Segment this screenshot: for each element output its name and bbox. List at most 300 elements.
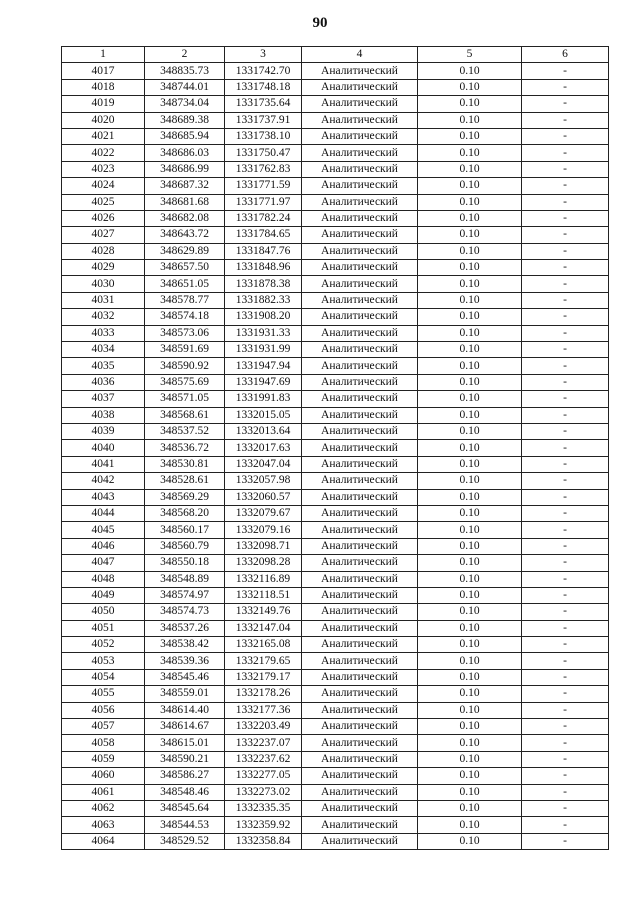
method-cell: Аналитический <box>302 194 418 210</box>
x-coordinate-cell: 348544.53 <box>145 817 225 833</box>
note-cell: - <box>522 620 609 636</box>
table-row <box>62 227 609 243</box>
point-number-cell: 4020 <box>62 112 145 128</box>
note-cell: - <box>522 145 609 161</box>
y-coordinate-cell: 1331782.24 <box>225 210 302 226</box>
x-coordinate-cell: 348687.32 <box>145 178 225 194</box>
method-cell: Аналитический <box>302 719 418 735</box>
note-cell: - <box>522 407 609 423</box>
table-row <box>62 96 609 112</box>
note-cell: - <box>522 538 609 554</box>
method-cell: Аналитический <box>302 538 418 554</box>
y-coordinate-cell: 1331738.10 <box>225 128 302 144</box>
method-cell: Аналитический <box>302 358 418 374</box>
y-coordinate-cell: 1332277.05 <box>225 768 302 784</box>
x-coordinate-cell: 348689.38 <box>145 112 225 128</box>
x-coordinate-cell: 348591.69 <box>145 342 225 358</box>
accuracy-cell: 0.10 <box>418 669 522 685</box>
accuracy-cell: 0.10 <box>418 423 522 439</box>
table-row <box>62 456 609 472</box>
accuracy-cell: 0.10 <box>418 243 522 259</box>
y-coordinate-cell: 1332079.16 <box>225 522 302 538</box>
table-row <box>62 358 609 374</box>
y-coordinate-cell: 1332237.07 <box>225 735 302 751</box>
note-cell: - <box>522 194 609 210</box>
table-row <box>62 735 609 751</box>
y-coordinate-cell: 1331947.69 <box>225 374 302 390</box>
table-row <box>62 112 609 128</box>
y-coordinate-cell: 1332178.26 <box>225 686 302 702</box>
table-body <box>62 63 609 850</box>
note-cell: - <box>522 423 609 439</box>
x-coordinate-cell: 348681.68 <box>145 194 225 210</box>
point-number-cell: 4029 <box>62 260 145 276</box>
note-cell: - <box>522 358 609 374</box>
table-row <box>62 440 609 456</box>
accuracy-cell: 0.10 <box>418 456 522 472</box>
accuracy-cell: 0.10 <box>418 325 522 341</box>
note-cell: - <box>522 719 609 735</box>
accuracy-cell: 0.10 <box>418 309 522 325</box>
x-coordinate-cell: 348545.64 <box>145 800 225 816</box>
point-number-cell: 4041 <box>62 456 145 472</box>
point-number-cell: 4027 <box>62 227 145 243</box>
x-coordinate-cell: 348657.50 <box>145 260 225 276</box>
x-coordinate-cell: 348537.52 <box>145 423 225 439</box>
y-coordinate-cell: 1331742.70 <box>225 63 302 79</box>
point-number-cell: 4034 <box>62 342 145 358</box>
accuracy-cell: 0.10 <box>418 391 522 407</box>
method-cell: Аналитический <box>302 604 418 620</box>
note-cell: - <box>522 587 609 603</box>
note-cell: - <box>522 128 609 144</box>
method-cell: Аналитический <box>302 735 418 751</box>
method-cell: Аналитический <box>302 112 418 128</box>
x-coordinate-cell: 348685.94 <box>145 128 225 144</box>
point-number-cell: 4039 <box>62 423 145 439</box>
table-row <box>62 243 609 259</box>
column-header-1: 1 <box>62 47 145 63</box>
note-cell: - <box>522 112 609 128</box>
table-row <box>62 522 609 538</box>
accuracy-cell: 0.10 <box>418 407 522 423</box>
x-coordinate-cell: 348643.72 <box>145 227 225 243</box>
note-cell: - <box>522 342 609 358</box>
table-row <box>62 276 609 292</box>
table-row <box>62 538 609 554</box>
accuracy-cell: 0.10 <box>418 571 522 587</box>
method-cell: Аналитический <box>302 817 418 833</box>
table-row <box>62 719 609 735</box>
note-cell: - <box>522 63 609 79</box>
point-number-cell: 4030 <box>62 276 145 292</box>
point-number-cell: 4048 <box>62 571 145 587</box>
note-cell: - <box>522 309 609 325</box>
accuracy-cell: 0.10 <box>418 522 522 538</box>
point-number-cell: 4024 <box>62 178 145 194</box>
accuracy-cell: 0.10 <box>418 260 522 276</box>
x-coordinate-cell: 348545.46 <box>145 669 225 685</box>
accuracy-cell: 0.10 <box>418 489 522 505</box>
note-cell: - <box>522 784 609 800</box>
table-row <box>62 194 609 210</box>
note-cell: - <box>522 522 609 538</box>
method-cell: Аналитический <box>302 751 418 767</box>
point-number-cell: 4058 <box>62 735 145 751</box>
accuracy-cell: 0.10 <box>418 784 522 800</box>
point-number-cell: 4023 <box>62 161 145 177</box>
x-coordinate-cell: 348590.21 <box>145 751 225 767</box>
method-cell: Аналитический <box>302 833 418 849</box>
y-coordinate-cell: 1332203.49 <box>225 719 302 735</box>
point-number-cell: 4047 <box>62 555 145 571</box>
y-coordinate-cell: 1331931.99 <box>225 342 302 358</box>
x-coordinate-cell: 348744.01 <box>145 79 225 95</box>
table-row <box>62 653 609 669</box>
x-coordinate-cell: 348615.01 <box>145 735 225 751</box>
note-cell: - <box>522 391 609 407</box>
note-cell: - <box>522 456 609 472</box>
x-coordinate-cell: 348686.99 <box>145 161 225 177</box>
method-cell: Аналитический <box>302 227 418 243</box>
method-cell: Аналитический <box>302 768 418 784</box>
method-cell: Аналитический <box>302 178 418 194</box>
point-number-cell: 4051 <box>62 620 145 636</box>
accuracy-cell: 0.10 <box>418 620 522 636</box>
accuracy-cell: 0.10 <box>418 473 522 489</box>
note-cell: - <box>522 669 609 685</box>
x-coordinate-cell: 348571.05 <box>145 391 225 407</box>
note-cell: - <box>522 292 609 308</box>
table-row <box>62 505 609 521</box>
note-cell: - <box>522 735 609 751</box>
table-row <box>62 260 609 276</box>
point-number-cell: 4056 <box>62 702 145 718</box>
accuracy-cell: 0.10 <box>418 374 522 390</box>
column-header-3: 3 <box>225 47 302 63</box>
x-coordinate-cell: 348568.20 <box>145 505 225 521</box>
y-coordinate-cell: 1331748.18 <box>225 79 302 95</box>
table-row <box>62 342 609 358</box>
x-coordinate-cell: 348578.77 <box>145 292 225 308</box>
table-row <box>62 178 609 194</box>
accuracy-cell: 0.10 <box>418 735 522 751</box>
accuracy-cell: 0.10 <box>418 719 522 735</box>
point-number-cell: 4049 <box>62 587 145 603</box>
table-row <box>62 751 609 767</box>
table-row <box>62 620 609 636</box>
table-row <box>62 768 609 784</box>
point-number-cell: 4063 <box>62 817 145 833</box>
point-number-cell: 4044 <box>62 505 145 521</box>
accuracy-cell: 0.10 <box>418 587 522 603</box>
accuracy-cell: 0.10 <box>418 833 522 849</box>
point-number-cell: 4059 <box>62 751 145 767</box>
method-cell: Аналитический <box>302 243 418 259</box>
y-coordinate-cell: 1331848.96 <box>225 260 302 276</box>
note-cell: - <box>522 440 609 456</box>
y-coordinate-cell: 1332358.84 <box>225 833 302 849</box>
table-row <box>62 637 609 653</box>
method-cell: Аналитический <box>302 96 418 112</box>
point-number-cell: 4022 <box>62 145 145 161</box>
method-cell: Аналитический <box>302 79 418 95</box>
y-coordinate-cell: 1331784.65 <box>225 227 302 243</box>
x-coordinate-cell: 348568.61 <box>145 407 225 423</box>
accuracy-cell: 0.10 <box>418 358 522 374</box>
point-number-cell: 4018 <box>62 79 145 95</box>
y-coordinate-cell: 1331735.64 <box>225 96 302 112</box>
table-row <box>62 604 609 620</box>
table-row <box>62 473 609 489</box>
point-number-cell: 4032 <box>62 309 145 325</box>
table-row <box>62 571 609 587</box>
accuracy-cell: 0.10 <box>418 800 522 816</box>
point-number-cell: 4031 <box>62 292 145 308</box>
table-row <box>62 374 609 390</box>
x-coordinate-cell: 348559.01 <box>145 686 225 702</box>
y-coordinate-cell: 1331847.76 <box>225 243 302 259</box>
point-number-cell: 4035 <box>62 358 145 374</box>
note-cell: - <box>522 473 609 489</box>
method-cell: Аналитический <box>302 800 418 816</box>
method-cell: Аналитический <box>302 505 418 521</box>
method-cell: Аналитический <box>302 456 418 472</box>
table-row <box>62 423 609 439</box>
accuracy-cell: 0.10 <box>418 653 522 669</box>
x-coordinate-cell: 348651.05 <box>145 276 225 292</box>
accuracy-cell: 0.10 <box>418 79 522 95</box>
accuracy-cell: 0.10 <box>418 637 522 653</box>
method-cell: Аналитический <box>302 374 418 390</box>
x-coordinate-cell: 348574.73 <box>145 604 225 620</box>
x-coordinate-cell: 348538.42 <box>145 637 225 653</box>
note-cell: - <box>522 653 609 669</box>
method-cell: Аналитический <box>302 489 418 505</box>
accuracy-cell: 0.10 <box>418 161 522 177</box>
y-coordinate-cell: 1332237.62 <box>225 751 302 767</box>
y-coordinate-cell: 1332116.89 <box>225 571 302 587</box>
method-cell: Аналитический <box>302 637 418 653</box>
accuracy-cell: 0.10 <box>418 128 522 144</box>
note-cell: - <box>522 637 609 653</box>
note-cell: - <box>522 686 609 702</box>
note-cell: - <box>522 817 609 833</box>
page-number: 90 <box>312 15 328 31</box>
accuracy-cell: 0.10 <box>418 96 522 112</box>
method-cell: Аналитический <box>302 260 418 276</box>
note-cell: - <box>522 260 609 276</box>
accuracy-cell: 0.10 <box>418 555 522 571</box>
table-row <box>62 145 609 161</box>
note-cell: - <box>522 505 609 521</box>
table-row <box>62 817 609 833</box>
point-number-cell: 4050 <box>62 604 145 620</box>
method-cell: Аналитический <box>302 620 418 636</box>
point-number-cell: 4021 <box>62 128 145 144</box>
point-number-cell: 4045 <box>62 522 145 538</box>
method-cell: Аналитический <box>302 145 418 161</box>
column-header-4: 4 <box>302 47 418 63</box>
method-cell: Аналитический <box>302 587 418 603</box>
point-number-cell: 4040 <box>62 440 145 456</box>
x-coordinate-cell: 348575.69 <box>145 374 225 390</box>
y-coordinate-cell: 1332098.71 <box>225 538 302 554</box>
table-row <box>62 79 609 95</box>
table-row <box>62 309 609 325</box>
x-coordinate-cell: 348550.18 <box>145 555 225 571</box>
note-cell: - <box>522 702 609 718</box>
point-number-cell: 4053 <box>62 653 145 669</box>
accuracy-cell: 0.10 <box>418 145 522 161</box>
table-row <box>62 784 609 800</box>
x-coordinate-cell: 348569.29 <box>145 489 225 505</box>
method-cell: Аналитический <box>302 473 418 489</box>
y-coordinate-cell: 1332273.02 <box>225 784 302 800</box>
table-row <box>62 555 609 571</box>
y-coordinate-cell: 1331991.83 <box>225 391 302 407</box>
y-coordinate-cell: 1332013.64 <box>225 423 302 439</box>
y-coordinate-cell: 1332359.92 <box>225 817 302 833</box>
accuracy-cell: 0.10 <box>418 751 522 767</box>
y-coordinate-cell: 1332335.35 <box>225 800 302 816</box>
point-number-cell: 4046 <box>62 538 145 554</box>
y-coordinate-cell: 1332147.04 <box>225 620 302 636</box>
y-coordinate-cell: 1331931.33 <box>225 325 302 341</box>
method-cell: Аналитический <box>302 423 418 439</box>
x-coordinate-cell: 348530.81 <box>145 456 225 472</box>
x-coordinate-cell: 348539.36 <box>145 653 225 669</box>
method-cell: Аналитический <box>302 686 418 702</box>
method-cell: Аналитический <box>302 440 418 456</box>
point-number-cell: 4054 <box>62 669 145 685</box>
x-coordinate-cell: 348560.79 <box>145 538 225 554</box>
coordinates-table <box>61 46 609 850</box>
accuracy-cell: 0.10 <box>418 112 522 128</box>
x-coordinate-cell: 348573.06 <box>145 325 225 341</box>
table-row <box>62 128 609 144</box>
point-number-cell: 4028 <box>62 243 145 259</box>
table-row <box>62 489 609 505</box>
method-cell: Аналитический <box>302 669 418 685</box>
y-coordinate-cell: 1332057.98 <box>225 473 302 489</box>
accuracy-cell: 0.10 <box>418 505 522 521</box>
y-coordinate-cell: 1331878.38 <box>225 276 302 292</box>
point-number-cell: 4052 <box>62 637 145 653</box>
method-cell: Аналитический <box>302 391 418 407</box>
note-cell: - <box>522 325 609 341</box>
accuracy-cell: 0.10 <box>418 604 522 620</box>
x-coordinate-cell: 348529.52 <box>145 833 225 849</box>
table-row <box>62 800 609 816</box>
point-number-cell: 4062 <box>62 800 145 816</box>
accuracy-cell: 0.10 <box>418 702 522 718</box>
table-row <box>62 669 609 685</box>
point-number-cell: 4017 <box>62 63 145 79</box>
x-coordinate-cell: 348734.04 <box>145 96 225 112</box>
y-coordinate-cell: 1332165.08 <box>225 637 302 653</box>
point-number-cell: 4038 <box>62 407 145 423</box>
accuracy-cell: 0.10 <box>418 342 522 358</box>
note-cell: - <box>522 751 609 767</box>
y-coordinate-cell: 1331908.20 <box>225 309 302 325</box>
x-coordinate-cell: 348536.72 <box>145 440 225 456</box>
y-coordinate-cell: 1331771.97 <box>225 194 302 210</box>
y-coordinate-cell: 1331750.47 <box>225 145 302 161</box>
accuracy-cell: 0.10 <box>418 194 522 210</box>
y-coordinate-cell: 1332098.28 <box>225 555 302 571</box>
table-row <box>62 292 609 308</box>
table-row <box>62 325 609 341</box>
method-cell: Аналитический <box>302 309 418 325</box>
method-cell: Аналитический <box>302 210 418 226</box>
accuracy-cell: 0.10 <box>418 227 522 243</box>
y-coordinate-cell: 1332179.17 <box>225 669 302 685</box>
point-number-cell: 4036 <box>62 374 145 390</box>
x-coordinate-cell: 348528.61 <box>145 473 225 489</box>
x-coordinate-cell: 348548.89 <box>145 571 225 587</box>
note-cell: - <box>522 96 609 112</box>
method-cell: Аналитический <box>302 342 418 358</box>
x-coordinate-cell: 348574.97 <box>145 587 225 603</box>
table-header <box>62 47 609 63</box>
x-coordinate-cell: 348835.73 <box>145 63 225 79</box>
x-coordinate-cell: 348560.17 <box>145 522 225 538</box>
y-coordinate-cell: 1332079.67 <box>225 505 302 521</box>
column-header-6: 6 <box>522 47 609 63</box>
table-row <box>62 833 609 849</box>
table-row <box>62 407 609 423</box>
method-cell: Аналитический <box>302 571 418 587</box>
y-coordinate-cell: 1331737.91 <box>225 112 302 128</box>
method-cell: Аналитический <box>302 522 418 538</box>
y-coordinate-cell: 1332118.51 <box>225 587 302 603</box>
table-row <box>62 587 609 603</box>
table-row <box>62 391 609 407</box>
x-coordinate-cell: 348614.40 <box>145 702 225 718</box>
note-cell: - <box>522 768 609 784</box>
accuracy-cell: 0.10 <box>418 63 522 79</box>
point-number-cell: 4019 <box>62 96 145 112</box>
y-coordinate-cell: 1331762.83 <box>225 161 302 177</box>
x-coordinate-cell: 348590.92 <box>145 358 225 374</box>
accuracy-cell: 0.10 <box>418 292 522 308</box>
point-number-cell: 4042 <box>62 473 145 489</box>
accuracy-cell: 0.10 <box>418 210 522 226</box>
x-coordinate-cell: 348548.46 <box>145 784 225 800</box>
table-row <box>62 161 609 177</box>
point-number-cell: 4037 <box>62 391 145 407</box>
note-cell: - <box>522 555 609 571</box>
method-cell: Аналитический <box>302 784 418 800</box>
point-number-cell: 4026 <box>62 210 145 226</box>
point-number-cell: 4025 <box>62 194 145 210</box>
y-coordinate-cell: 1332177.36 <box>225 702 302 718</box>
y-coordinate-cell: 1331882.33 <box>225 292 302 308</box>
table-row <box>62 210 609 226</box>
x-coordinate-cell: 348682.08 <box>145 210 225 226</box>
accuracy-cell: 0.10 <box>418 817 522 833</box>
accuracy-cell: 0.10 <box>418 538 522 554</box>
point-number-cell: 4064 <box>62 833 145 849</box>
x-coordinate-cell: 348537.26 <box>145 620 225 636</box>
accuracy-cell: 0.10 <box>418 440 522 456</box>
point-number-cell: 4033 <box>62 325 145 341</box>
header-row <box>62 47 609 63</box>
point-number-cell: 4060 <box>62 768 145 784</box>
column-header-2: 2 <box>145 47 225 63</box>
x-coordinate-cell: 348586.27 <box>145 768 225 784</box>
